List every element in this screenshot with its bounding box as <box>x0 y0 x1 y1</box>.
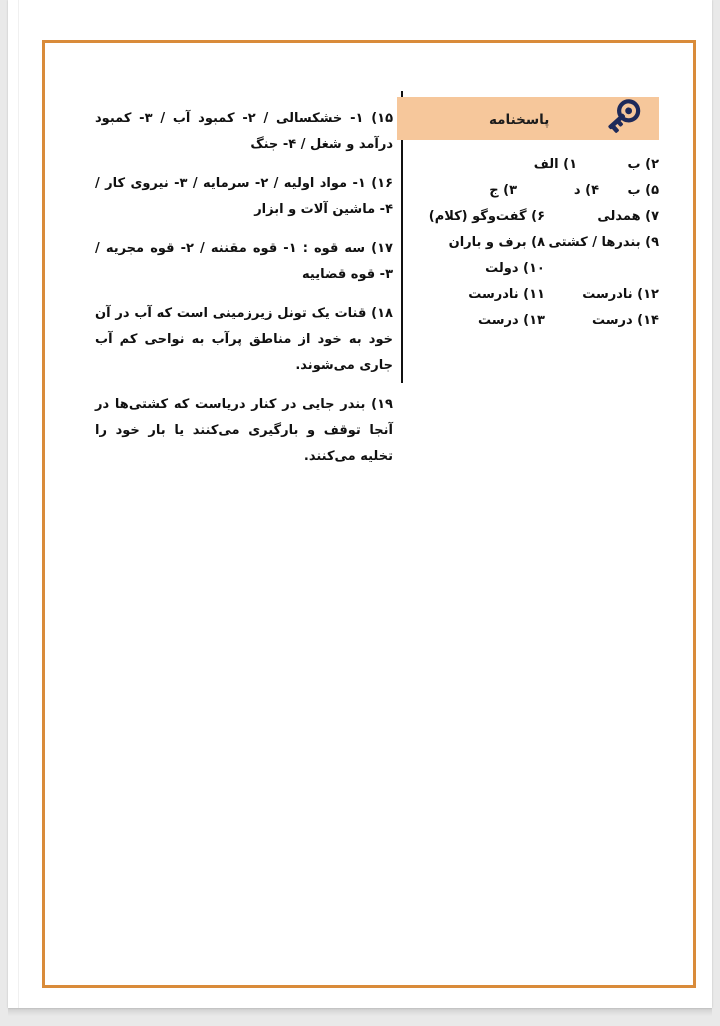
answer-cell: ۱۲) نادرست <box>582 287 659 302</box>
answer-row <box>397 235 659 261</box>
answer-cell: ۱۳) درست <box>477 313 545 328</box>
key-icon <box>597 99 653 139</box>
answer-cell: ۱۰) دولت <box>485 261 545 276</box>
answer-row <box>397 183 659 209</box>
answer-cell: ۸) برف و باران <box>448 235 545 250</box>
answer-cell: ۲) ب <box>627 157 659 172</box>
page-bottom-shadow <box>8 1008 712 1016</box>
explanation-item: ۱۷) سه قوه : ۱- قوه مقننه / ۲- قوه مجریه / ۳- قوه قضاییه <box>95 241 393 282</box>
answer-key-header <box>397 97 659 140</box>
answer-cell: ۱۱) نادرست <box>468 287 545 302</box>
answer-row <box>397 287 659 313</box>
answer-row <box>397 157 659 183</box>
page-left-seam <box>18 0 19 1008</box>
explanation-item: ۱۶) ۱- مواد اولیه / ۲- سرمایه / ۳- نیروی کار / ۴- ماشین آلات و ابزار <box>95 176 394 217</box>
answer-row <box>397 209 659 235</box>
answer-key-panel <box>397 97 659 339</box>
content-frame-border <box>42 40 696 988</box>
answer-rows-list <box>397 157 659 339</box>
answer-cell: ۵) ب <box>627 183 659 198</box>
answer-cell: ۶) گفت‌وگو (کلام) <box>428 209 545 224</box>
answer-row <box>397 313 659 339</box>
document-page <box>8 0 712 1008</box>
answer-key-title: پاسخنامه <box>489 111 550 128</box>
answer-cell: ۱) الف <box>533 157 577 172</box>
answer-cell: ۷) همدلی <box>597 209 659 224</box>
explanation-item: ۱۸) قنات یک تونل زیرزمینی است که آب در آن خود به خود از مناطق پرآب به نواحی کم آب جاری می‌شوند. <box>95 306 393 373</box>
answer-cell: ۱۴) درست <box>591 313 659 328</box>
answer-cell: ۴) د <box>573 183 599 198</box>
answer-cell: ۹) بندرها / کشتی <box>548 235 659 250</box>
explanation-item: ۱۵) ۱- خشکسالی / ۲- کمبود آب / ۳- کمبود درآمد و شغل / ۴- جنگ <box>95 111 394 152</box>
answer-cell: ۳) ج <box>489 183 517 198</box>
answer-row <box>397 261 659 287</box>
explanations-panel <box>95 93 393 470</box>
explanation-item: ۱۹) بندر جایی در کنار دریاست که کشتی‌ها در آنجا توقف و بارگیری می‌کنند یا بار خود را تخلیه می‌کنند. <box>95 397 393 464</box>
